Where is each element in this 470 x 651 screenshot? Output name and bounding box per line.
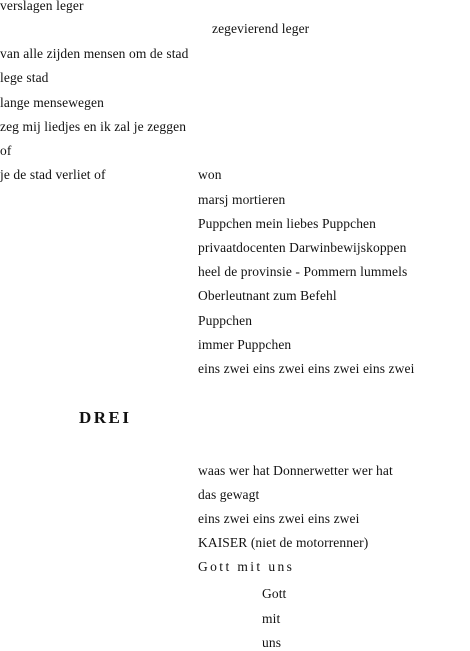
- poem-line-immer-puppchen: immer Puppchen: [198, 337, 292, 352]
- poem-line-heel-de-provinsie: heel de provinsie - Pommern lummels: [198, 264, 408, 279]
- poem-line-zeg-mij-liedjes: zeg mij liedjes en ik zal je zeggen: [0, 119, 187, 134]
- poem-line-van-alle-zijden: van alle zijden mensen om de stad: [0, 46, 189, 61]
- section-heading-drei: DREI: [79, 408, 132, 427]
- poem-line-of: of: [0, 143, 12, 158]
- poem-line-lange-mensewegen: lange mensewegen: [0, 95, 104, 110]
- poem-line-eins-zwei-three: eins zwei eins zwei eins zwei: [198, 511, 360, 526]
- poem-line-zegevierend-leger: zegevierend leger: [212, 21, 310, 36]
- poem-line-das-gewagt: das gewagt: [198, 487, 260, 502]
- poem-line-waas-wer-hat: waas wer hat Donnerwetter wer hat: [198, 463, 393, 478]
- poem-line-uns: uns: [262, 635, 282, 650]
- poem-line-gott-mit-uns-spaced: Gott mit uns: [198, 559, 295, 574]
- poem-line-kaiser: KAISER (niet de motorrenner): [198, 535, 369, 550]
- poem-line-gott: Gott: [262, 586, 287, 601]
- poem-line-oberleutnant: Oberleutnant zum Befehl: [198, 288, 337, 303]
- poem-line-privaatdocenten: privaatdocenten Darwinbewijskoppen: [198, 240, 407, 255]
- poem-line-puppchen: Puppchen: [198, 313, 253, 328]
- poem-line-verslagen-leger: verslagen leger: [0, 0, 84, 13]
- poem-line-je-de-stad: je de stad verliet of: [0, 167, 106, 182]
- poem-line-lege-stad: lege stad: [0, 70, 49, 85]
- poem-line-marsj-mortieren: marsj mortieren: [198, 192, 286, 207]
- poem-line-eins-zwei-repeated: eins zwei eins zwei eins zwei eins zwei: [198, 361, 415, 376]
- poem-line-puppchen-mein-liebes: Puppchen mein liebes Puppchen: [198, 216, 376, 231]
- poem-line-won: won: [198, 167, 222, 182]
- poem-line-mit: mit: [262, 611, 281, 626]
